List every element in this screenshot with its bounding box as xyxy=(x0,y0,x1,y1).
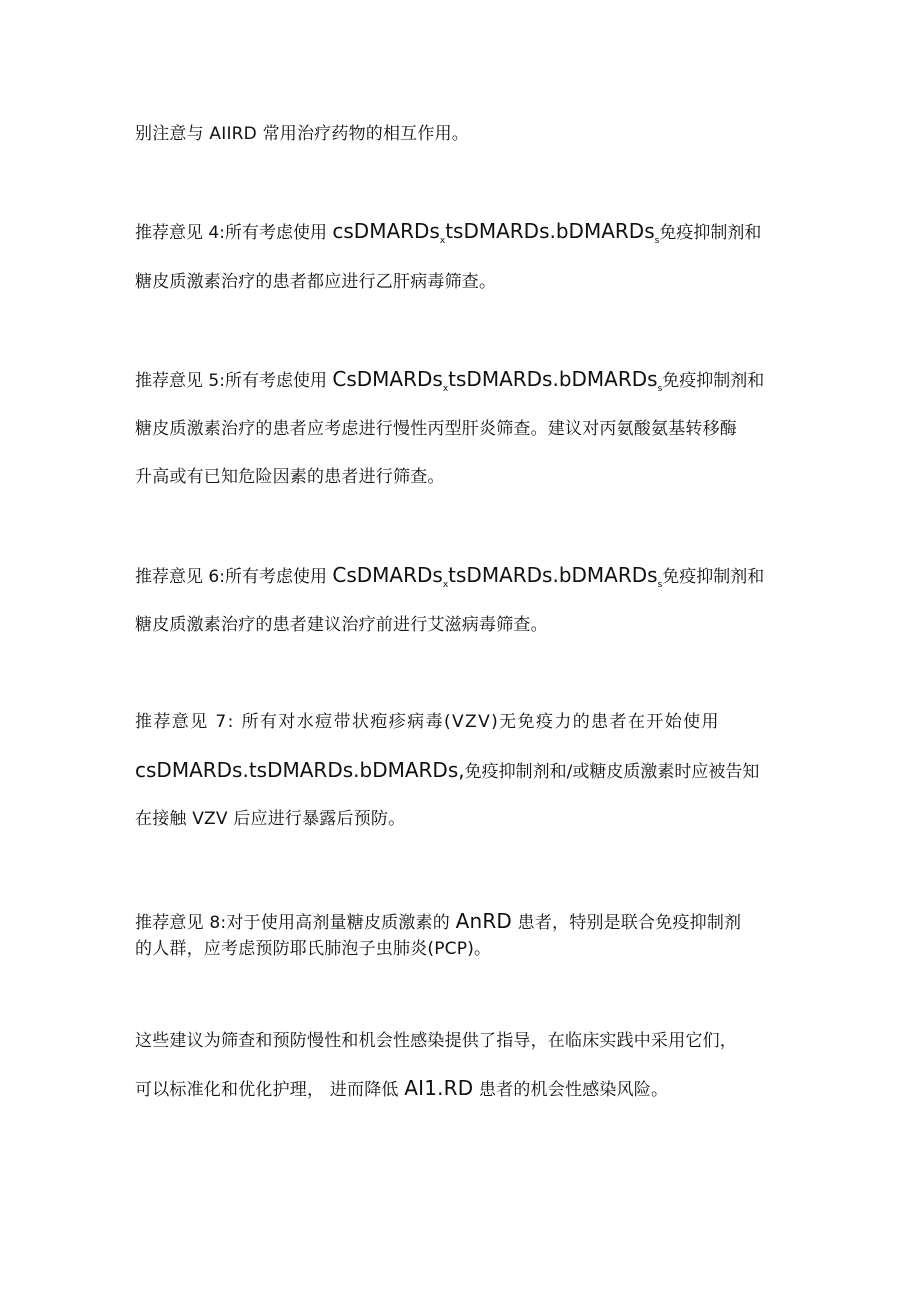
rec4-line1 xyxy=(135,220,795,252)
rec5-text-a: 所有考虑使用 xyxy=(224,371,333,391)
rec5-sub1: x xyxy=(442,384,449,394)
rec5-line2 xyxy=(135,418,795,440)
intro-line xyxy=(135,123,795,145)
rec5-line1 xyxy=(135,368,795,400)
rec7-line1-text: 所有对水痘带状疱疹病毒(VZV)无免疫力的患者在开始使用 xyxy=(241,712,720,732)
rec8-abbr: AnRD xyxy=(455,909,513,933)
rec8-label: 推荐意见 8 xyxy=(135,913,221,933)
rec4-text-a: 所有考虑使用 xyxy=(224,223,333,243)
rec6-drugs2: tsDMARDs.bDMARDs xyxy=(448,563,658,587)
rec8-text-a: 对于使用高剂量糖皮质激素的 xyxy=(226,913,456,933)
conclusion-line1-text: 这些建议为筛查和预防慢性和机会性感染提供了指导，在临床实践中采用它们， xyxy=(135,1031,737,1051)
rec5-label: 推荐意见 5 xyxy=(135,371,220,391)
rec6-drugs: CsDMARDs xyxy=(332,563,443,587)
rec7-label: 推荐意见 7 xyxy=(135,712,228,732)
conclusion-line2 xyxy=(135,1077,795,1101)
rec6-text-a: 所有考虑使用 xyxy=(224,567,333,587)
rec4-line2-text: 糖皮质激素治疗的患者都应进行乙肝病毒筛查。 xyxy=(135,272,497,292)
rec7-line3 xyxy=(135,808,795,830)
rec4-label: 推荐意见 4 xyxy=(135,223,220,243)
rec6-line2-text: 糖皮质激素治疗的患者建议治疗前进行艾滋病毒筛查。 xyxy=(135,615,548,635)
rec7-line1 xyxy=(135,711,795,733)
rec7-line2-text: 免疫抑制剂和/或糖皮质激素时应被告知 xyxy=(464,762,760,782)
rec6-text-b: 免疫抑制剂和 xyxy=(662,567,765,587)
rec8-line1 xyxy=(135,910,795,934)
rec5-line2-text: 糖皮质激素治疗的患者应考虑进行慢性丙型肝炎筛查。建议对丙氨酸氨基转移酶 xyxy=(135,419,737,439)
intro-text: 别注意与 AIIRD 常用治疗药物的相互作用。 xyxy=(135,124,469,144)
rec7-colon: : xyxy=(227,712,235,732)
rec6-label: 推荐意见 6 xyxy=(135,567,220,587)
rec4-sub1: x xyxy=(439,236,446,246)
rec4-text-b: 免疫抑制剂和 xyxy=(659,223,762,243)
rec6-line2 xyxy=(135,614,795,636)
rec5-sub2: s xyxy=(657,384,663,394)
rec4-line2 xyxy=(135,271,795,293)
rec7-drugs: csDMARDs.tsDMARDs.bDMARDs, xyxy=(135,758,465,782)
rec5-text-b: 免疫抑制剂和 xyxy=(662,371,765,391)
rec6-sub2: s xyxy=(657,580,663,590)
rec6-colon: : xyxy=(219,567,225,587)
rec7-line3-text: 在接触 VZV 后应进行暴露后预防。 xyxy=(135,809,406,829)
rec8-text-b: 患者，特别是联合免疫抑制剂 xyxy=(512,913,742,933)
conclusion-line2-b: 患者的机会性感染风险。 xyxy=(473,1080,669,1100)
rec8-line2-text: 的人群，应考虑预防耶氏肺泡子虫肺炎(PCP)。 xyxy=(135,939,492,959)
rec8-colon: : xyxy=(220,913,227,933)
rec8-line2 xyxy=(135,938,795,960)
rec6-line1 xyxy=(135,564,795,596)
rec5-line3 xyxy=(135,466,795,488)
rec4-drugs: csDMARDs xyxy=(332,219,440,243)
rec6-sub1: x xyxy=(442,580,449,590)
conclusion-line2-a: 可以标准化和优化护理， 进而降低 xyxy=(135,1080,405,1100)
rec5-drugs: CsDMARDs xyxy=(332,367,443,391)
rec4-drugs2: tsDMARDs.bDMARDs xyxy=(445,219,655,243)
conclusion-line1 xyxy=(135,1030,795,1052)
conclusion-abbr: AI1.RD xyxy=(404,1076,474,1100)
rec5-colon: : xyxy=(219,371,225,391)
rec4-colon: : xyxy=(219,223,225,243)
rec4-sub2: s xyxy=(654,236,660,246)
rec5-drugs2: tsDMARDs.bDMARDs xyxy=(448,367,658,391)
rec7-line2 xyxy=(135,759,795,783)
rec5-line3-text: 升高或有已知危险因素的患者进行筛查。 xyxy=(135,467,445,487)
